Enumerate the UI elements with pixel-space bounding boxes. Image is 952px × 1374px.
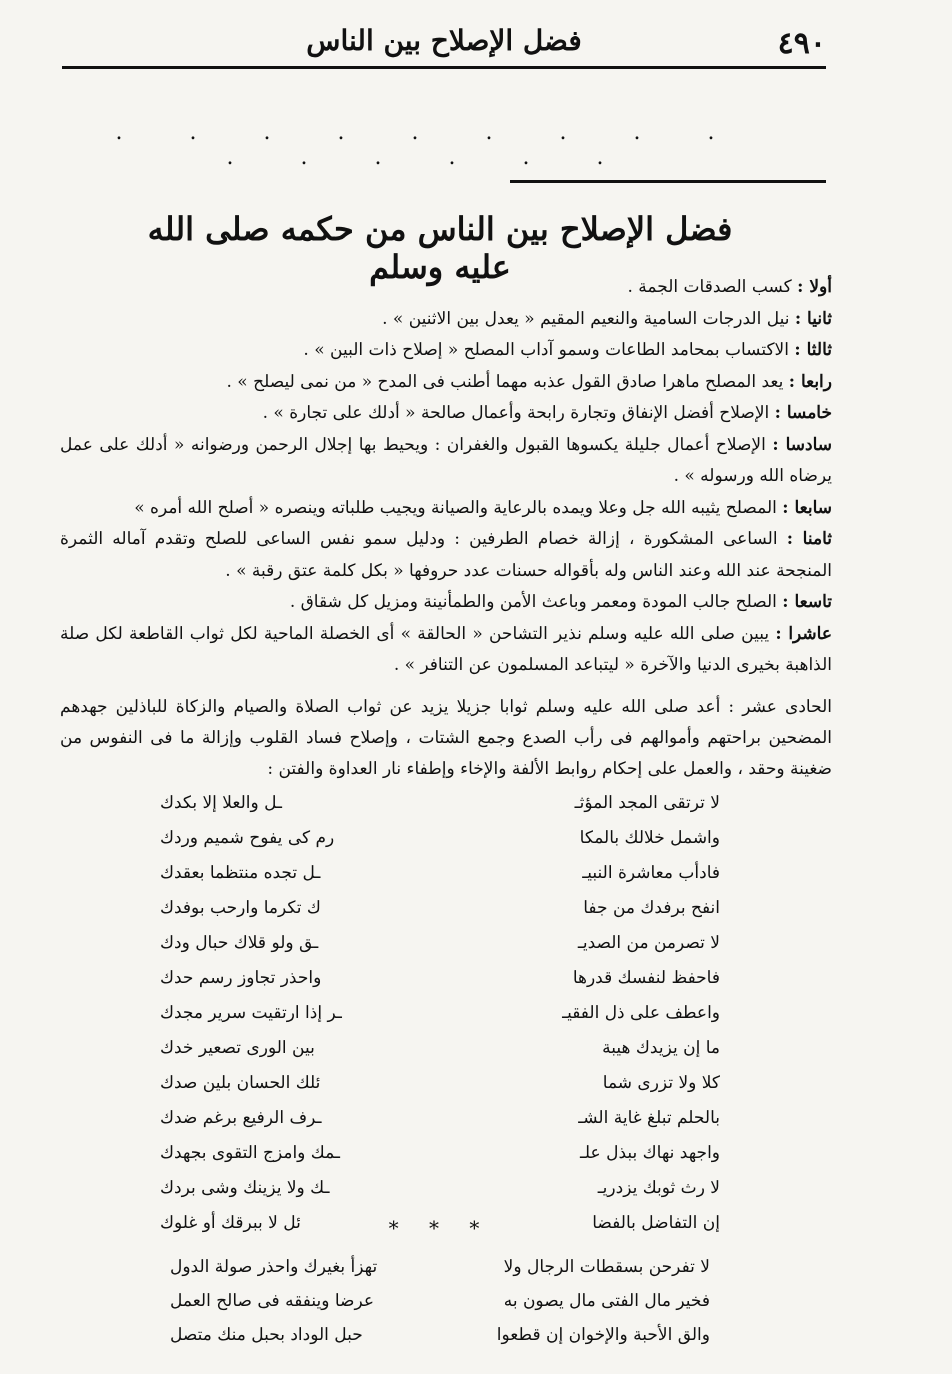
item-text: يبين صلى الله عليه وسلم نذير التشاحن « الحالقة » أى الخصلة الماحية لكل ثواب القاطعة لكل صلة الذاهبة بخيرى الدنيا والآخرة « ليتباعد المسلمون عن التنافر » .	[60, 623, 832, 675]
hemistich-second: ك تكرما وارحب بوفدك	[160, 898, 321, 918]
poem-verse	[160, 786, 720, 821]
poem-verse	[160, 1171, 720, 1206]
running-title: فضل الإصلاح بين الناس	[306, 24, 582, 57]
item-text: نيل الدرجات السامية والنعيم المقيم « يعدل بين الاثنين » .	[382, 308, 790, 329]
list-item	[60, 587, 832, 619]
hemistich-second: تهزأ بغيرك واحذر صولة الدول	[170, 1257, 378, 1277]
hemistich-first: بالحلم تبلغ غاية الشـ	[578, 1108, 720, 1128]
item-label: خامسا :	[774, 403, 832, 423]
poem-verse	[160, 996, 720, 1031]
hemistich-first: لا رث ثوبك يزدريـ	[597, 1178, 720, 1198]
hemistich-second: رم كى يفوح شميم وردك	[160, 828, 335, 848]
hemistich-first: واعطف على ذل الفقيـ	[562, 1003, 720, 1023]
hemistich-first: واجهد نهاك ببذل علـ	[579, 1143, 720, 1163]
list-item	[60, 619, 832, 682]
hemistich-second: ئل لا ببرقك أو غلوك	[160, 1213, 301, 1233]
page-header	[62, 18, 826, 66]
item-text: الاكتساب بمحامد الطاعات وسمو آداب المصلح « إصلاح ذات البين » .	[303, 340, 789, 360]
poem-verse	[160, 1101, 720, 1136]
item-text: المصلح يثيبه الله جل وعلا ويمده بالرعاية والصيانة ويجيب طلباته وينصره « أصلح الله أمره »	[134, 497, 777, 518]
poem-verse	[160, 1136, 720, 1171]
poem-verse	[160, 926, 720, 961]
hemistich-first: لا تفرحن بسقطات الرجال ولا	[503, 1257, 710, 1277]
hemistich-first: إن التفاضل بالفضا	[592, 1213, 720, 1233]
item-label: عاشرا :	[775, 623, 832, 644]
page-number: ٤٩٠	[777, 26, 826, 61]
poem	[160, 786, 720, 1241]
hemistich-second: ـر إذا ارتقيت سرير مجدك	[160, 1003, 342, 1023]
item-label: رابعا :	[788, 371, 832, 392]
item-text: كسب الصدقات الجمة .	[627, 277, 792, 297]
item-label: ثامنا :	[786, 529, 832, 549]
merits-list	[60, 272, 832, 682]
hemistich-first: فادأب معاشرة النبيـ	[582, 863, 720, 883]
item-label: ثالثا :	[794, 340, 832, 360]
hemistich-first: ما إن يزيدك هيبة	[602, 1038, 720, 1058]
hemistich-second: حبل الوداد بحبل منك متصل	[170, 1325, 363, 1345]
poem-verse	[160, 961, 720, 996]
hemistich-second: ـل تجده منتظما بعقدك	[160, 863, 321, 883]
hemistich-first: والق الأحبة والإخوان إن قطعوا	[496, 1325, 710, 1345]
hemistich-first: انفح برفدك من جفا	[583, 898, 720, 918]
section-rule	[510, 180, 826, 183]
poem-second	[170, 1250, 710, 1352]
hemistich-first: فاحفظ لنفسك قدرها	[572, 968, 720, 988]
list-item	[60, 335, 832, 367]
poem-verse	[170, 1318, 710, 1352]
list-item	[60, 304, 832, 336]
hemistich-first: لا ترتقى المجد المؤثـ	[574, 793, 720, 813]
hemistich-second: واحذر تجاوز رسم حدك	[160, 968, 322, 988]
item-label: سابعا :	[782, 497, 832, 518]
list-item	[60, 430, 832, 493]
hemistich-second: ـك ولا يزينك وشى بردك	[160, 1178, 330, 1198]
ellipsis-separator: . . . . . . . . . . . . . . .	[115, 120, 745, 170]
item-label: ثانيا :	[794, 308, 832, 329]
poem-verse	[160, 856, 720, 891]
eleventh-paragraph: الحادى عشر : أعد صلى الله عليه وسلم ثوابا جزيلا يزيد عن ثواب الصلاة والصيام والزكاة للباذلين جهدهم المضحين براحتهم وأموالهم فى رأب الصدع وجمع الشتات ، وإصلاح فساد القلوب وإزالة ما فى النفوس من ضغينة وحقد ، والعمل على إحكام روابط الألفة والإخاء وإطفاء نار العداوة والفتن :	[60, 697, 832, 779]
item-label: تاسعا :	[782, 592, 832, 612]
section-title: فضل الإصلاح بين الناس من حكمه صلى الله عليه وسلم	[147, 210, 733, 286]
item-text: يعد المصلح ماهرا صادق القول عذبه مهما أطنب فى المدح « من نمى ليصلح » .	[226, 371, 784, 392]
hemistich-first: لا تصرمن من الصديـ	[577, 933, 720, 953]
hemistich-first: كلا ولا تزرى شما	[602, 1073, 720, 1093]
poem-verse	[170, 1284, 710, 1318]
header-rule	[62, 66, 826, 69]
item-text: الإصلاح أفضل الإنفاق وتجارة رابحة وأعمال صالحة « أدلك على تجارة » .	[262, 403, 770, 423]
list-item	[60, 272, 832, 304]
hemistich-second: ـق ولو قلاك حبال ودك	[160, 933, 319, 953]
hemistich-first: واشمل خلالك بالمكا	[579, 828, 720, 848]
item-text: الصلح جالب المودة ومعمر وباعث الأمن والطمأنينة ومزيل كل شقاق .	[289, 592, 777, 612]
poem-verse	[160, 1066, 720, 1101]
poem-verse	[160, 891, 720, 926]
list-item	[60, 398, 832, 430]
poem-verse	[170, 1250, 710, 1284]
hemistich-second: بين الورى تصعير خدك	[160, 1038, 315, 1058]
stars-separator: * * *	[388, 1216, 492, 1240]
item-label: سادسا :	[772, 434, 832, 455]
hemistich-second: ـل والعلا إلا بكدك	[160, 793, 282, 813]
hemistich-second: ـرف الرفيع برغم ضدك	[160, 1108, 322, 1128]
list-item	[60, 367, 832, 399]
hemistich-second: ـمك وامزج التقوى بجهدك	[160, 1143, 340, 1163]
hemistich-second: ئلك الحسان بلين صدك	[160, 1073, 321, 1093]
poem-verse	[160, 821, 720, 856]
list-item	[60, 493, 832, 525]
item-label: أولا :	[797, 277, 832, 297]
item-text: الساعى المشكورة ، إزالة خصام الطرفين : ودليل سمو نفس الساعى للصلح وتقدم آماله الثمرة المنجحة عند الله وعند الناس وله بأقواله حسنات عدد حروفها « بكل كلمة عتق رقبة » .	[60, 529, 832, 581]
hemistich-first: فخير مال الفتى مال يصون به	[503, 1291, 710, 1311]
list-item	[60, 524, 832, 587]
poem-verse	[160, 1031, 720, 1066]
hemistich-second: عرضا وينفقه فى صالح العمل	[170, 1291, 375, 1311]
item-text: الإصلاح أعمال جليلة يكسوها القبول والغفران : ويحيط بها إجلال الرحمن ورضوانه « أدلك على عمل يرضاه الله ورسوله » .	[60, 434, 832, 486]
